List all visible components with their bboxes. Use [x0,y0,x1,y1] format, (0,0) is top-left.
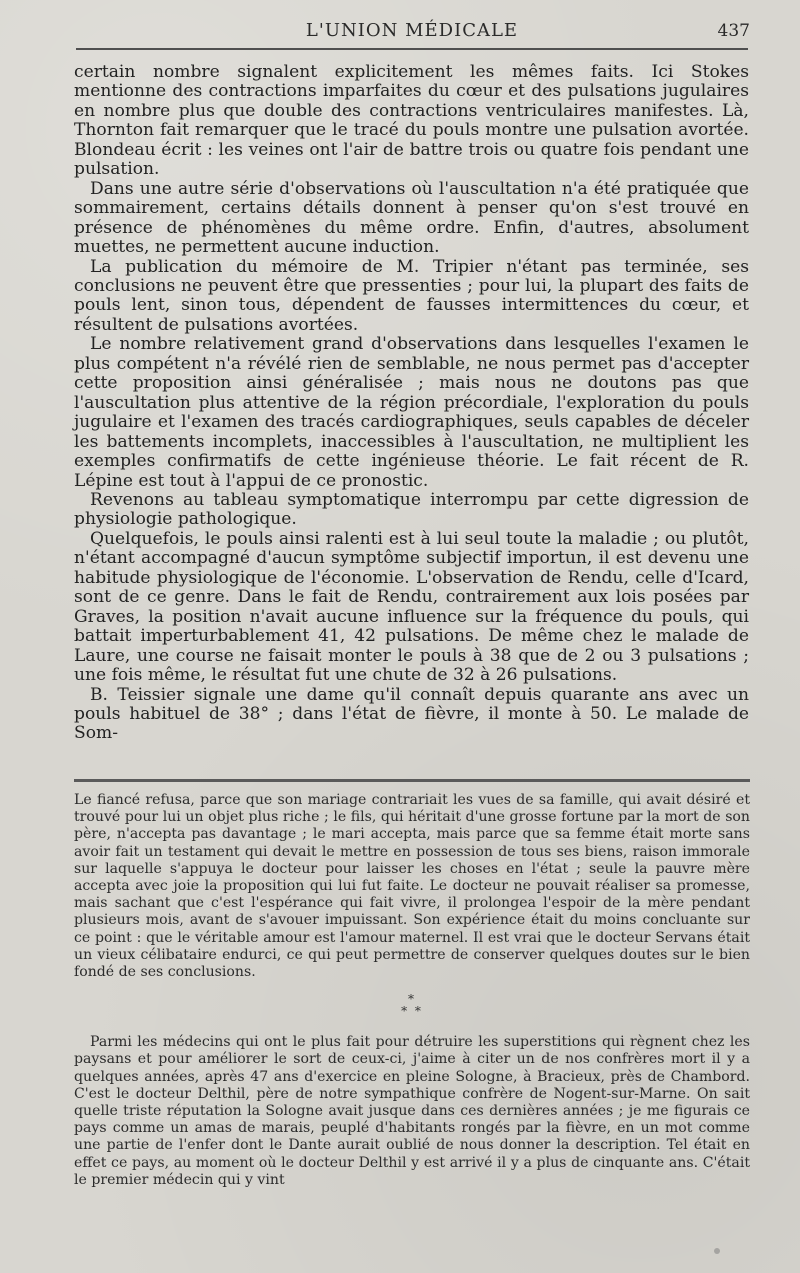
print-speck [714,1248,720,1254]
page-number: 437 [717,21,750,41]
body-paragraph: La publication du mémoire de M. Tripier n'étant pas terminée, ses conclusions ne peuvent être que pressenties ; pour lui, la plupart des faits de pouls lent, sinon tous, dépendent de fausses intermittences du cœur, et résultent de pulsations avortées. [74,256,749,335]
body-paragraph: Revenons au tableau symptomatique interrompu par cette digression de physiologie pathologique. [74,489,749,530]
body-paragraph: certain nombre signalent explicitement les mêmes faits. Ici Stokes mentionne des contractions imparfaites du cœur et des pulsations jugulaires en nombre plus que double des contractions ventriculaires manifestes. Là, Thornton fait remarquer que le tracé du pouls montre une pulsation avortée. Blondeau écrit : les veines ont l'air de battre trois ou quatre fois pendant une pulsation. [74,62,749,180]
body-paragraph: Dans une autre série d'observations où l'auscultation n'a été pratiquée que sommairement, certains détails donnent à penser qu'on s'est trouvé en présence de phénomènes du même ordre. Enfin, d'autres, absolument muettes, ne permettent aucune induction. [74,178,749,258]
footnote-lower-block [74,1034,750,1189]
asterism-separator: * * * [401,992,423,1019]
main-body-text [74,63,749,765]
footnote-rule [74,779,750,782]
footnote-paragraph-upper: Le fiancé refusa, parce que son mariage contrariait les vues de sa famille, qui avait désiré et trouvé pour lui un objet plus riche ; le fils, qui héritait d'une grosse fortune par la mort de son père, n'accepta pas davantage ; le mari accepta, mais parce que sa femme était morte sans avoir fait un testament qui devait le mettre en possession de tous ses biens, raison immorale sur laquelle s'appuya le docteur pour laisser les choses en l'état ; seule la pauvre mère accepta avec joie la proposition qui lui fut faite. Le docteur ne pouvait réaliser sa promesse, mais sachant que c'est l'espérance qui fait vivre, il prolongea l'espoir de la mère pendant plusieurs mois, avant de s'avouer impuissant. Son expérience était du moins concluante sur ce point : que le véritable amour est l'amour maternel. Il est vrai que le docteur Servans était un vieux célibataire endurci, ce qui peut permettre de conserver quelques doutes sur le bien fondé de ses conclusions. [74,792,750,981]
page-header [74,16,750,50]
body-paragraph: Le nombre relativement grand d'observations dans lesquelles l'examen le plus compétent n'a révélé rien de semblable, ne nous permet pas d'accepter cette proposition ainsi généralisée ; mais nous ne doutons pas que l'auscultation plus attentive de la région précordiale, l'exploration du pouls jugulaire et l'examen des tracés cardiographiques, seuls capables de déceler les battements incomplets, inaccessibles à l'auscultation, ne multiplient les exemples confirmatifs de cette ingénieuse théorie. Le fait récent de R. Lépine est tout à l'appui de ce pronostic. [74,334,749,491]
body-paragraph: Quelquefois, le pouls ainsi ralenti est à lui seul toute la maladie ; ou plutôt, n'étant accompagné d'aucun symptôme subjectif importun, il est devenu une habitude physiologique de l'économie. L'observation de Rendu, celle d'Icard, sont de ce genre. Dans le fait de Rendu, contrairement aux lois posées par Graves, la position n'avait aucune influence sur la fréquence du pouls, qui battait imperturbablement 41, 42 pulsations. De même chez le malade de Laure, une course ne faisait monter le pouls à 38 que de 2 ou 3 pulsations ; une fois même, le résultat fut une chute de 32 à 26 pulsations. [74,528,749,686]
footnote-area [74,792,750,1189]
running-title: L'UNION MÉDICALE [305,20,519,41]
footnote-paragraph-lower: Parmi les médecins qui ont le plus fait pour détruire les superstitions qui règnent chez les paysans et pour améliorer le sort de ceux-ci, j'aime à citer un de nos confrères mort il y a quelques années, après 47 ans d'exercice en pleine Sologne, à Bracieux, près de Chambord. C'est le docteur Delthil, père de notre sympathique confrère de Nogent-sur-Marne. On sait quelle triste réputation la Sologne avait jusque dans ces dernières années ; je me figurais ce pays comme un amas de marais, peuplé d'habitants rongés par la fièvre, en un mot comme une partie de l'enfer dont le Dante aurait oublié de nous donner la description. Tel était en effet ce pays, au moment où le docteur Delthil y est arrivé il y a plus de cinquante ans. C'était le premier médecin qui y vint [74,1034,750,1188]
body-paragraph: B. Teissier signale une dame qu'il connaît depuis quarante ans avec un pouls habituel de 38° ; dans l'état de fièvre, il monte à 50. Le malade de Som- [74,684,749,744]
header-rule [76,48,748,50]
